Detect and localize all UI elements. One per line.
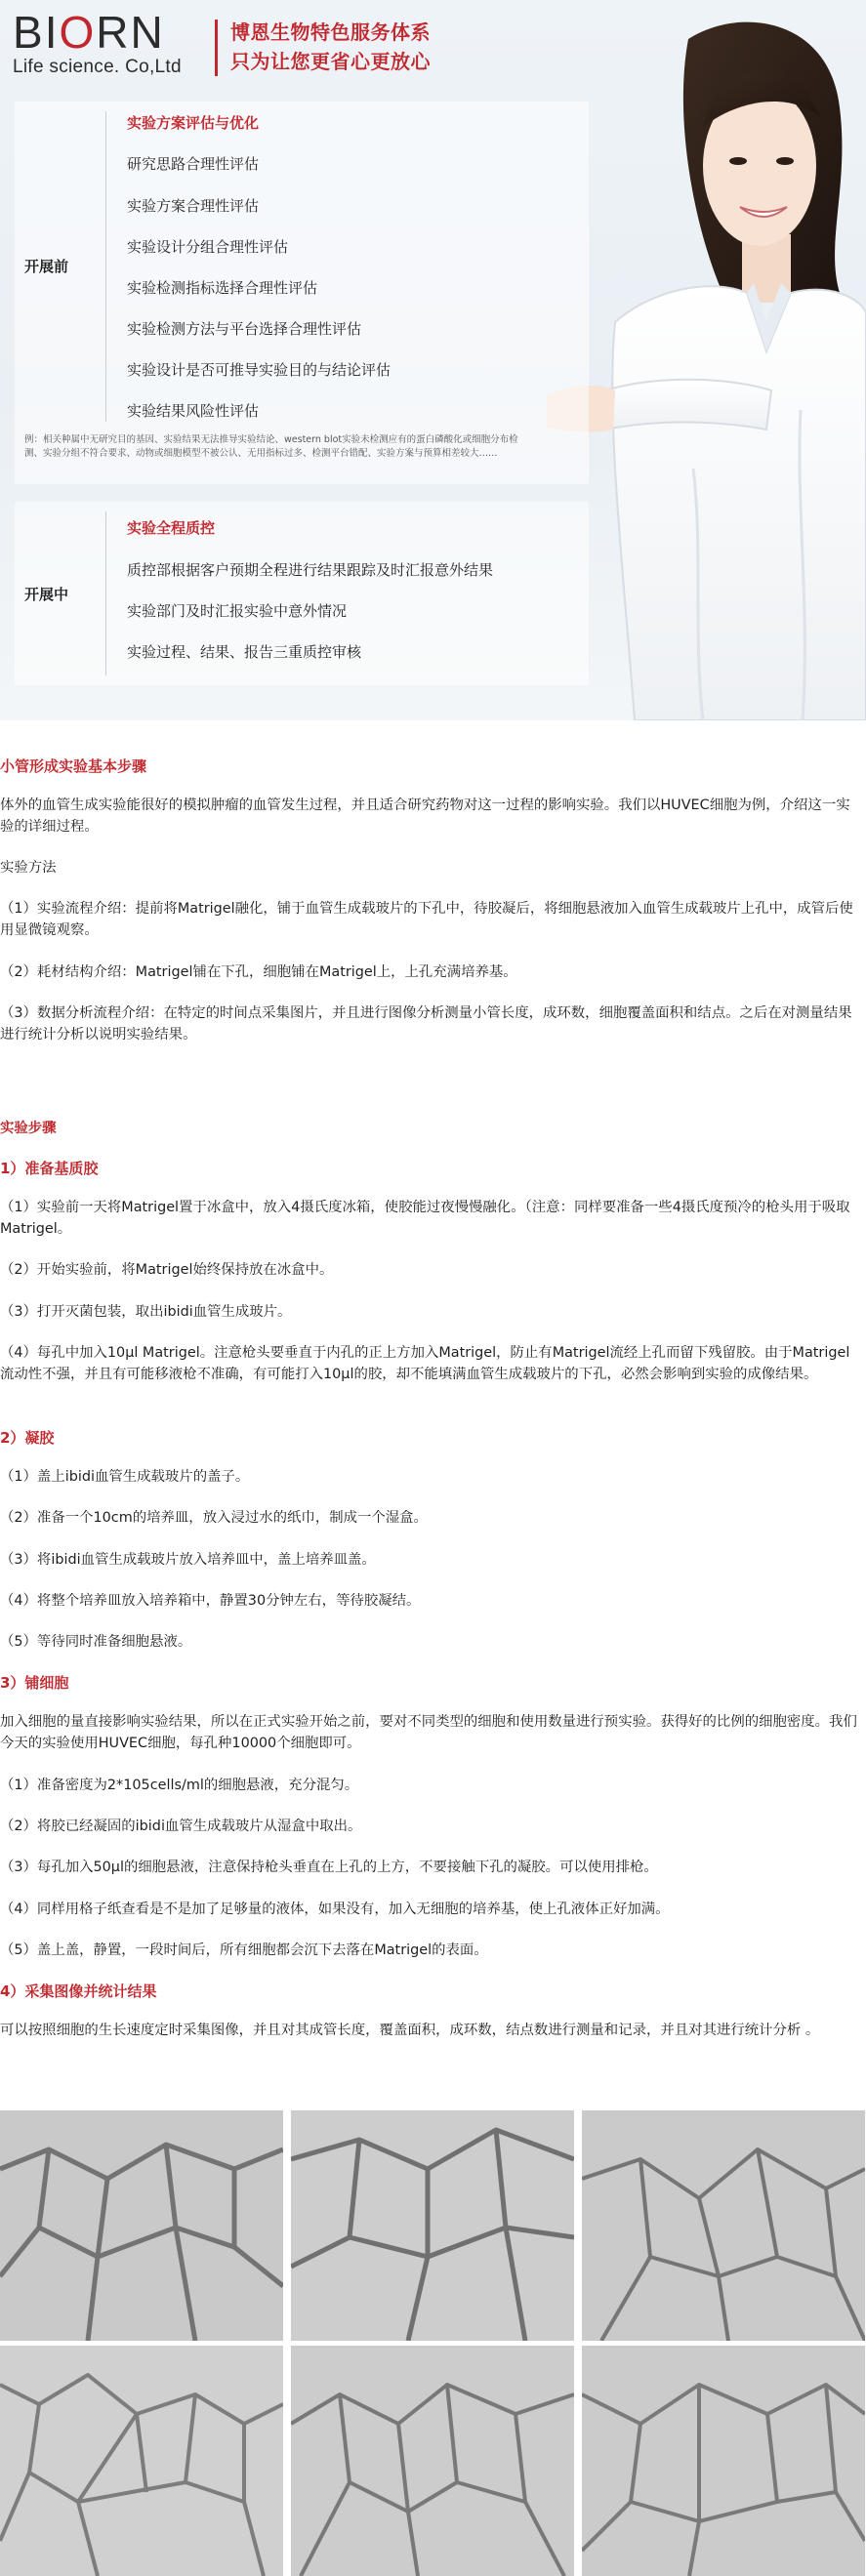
method-paragraph: （2）耗材结构介绍：Matrigel铺在下孔，细胞铺在Matrigel上，上孔充满培养基。 [0,964,517,980]
service-banner [0,0,866,720]
before-item: 实验设计分组合理性评估 [127,238,289,256]
logo-subtitle: Life science. Co,Ltd [13,57,182,77]
method-heading: 实验方法 [0,860,57,876]
during-item-title: 实验全程质控 [127,519,216,537]
step-paragraph: （1）盖上ibidi血管生成载玻片的盖子。 [0,1469,250,1485]
step-paragraph: （3）将ibidi血管生成载玻片放入培养皿中，盖上培养皿盖。 [0,1552,376,1568]
tube-formation-micrographs [0,2110,866,2576]
steps-heading: 实验步骤 [0,1121,57,1136]
logo-text: BIORN [13,7,165,58]
step-4-paragraph: 可以按照细胞的生长速度定时采集图像，并且对其成管长度，覆盖面积，成环数，结点数进行测量和记录，并且对其进行统计分析 。 [0,2023,820,2038]
slogan-line-1: 博恩生物特色服务体系 [230,20,431,44]
before-label: 开展前 [24,258,69,275]
before-divider [105,111,106,422]
micrograph [0,2110,283,2341]
step-3-intro: 加入细胞的量直接影响实验结果，所以在正式实验开始之前，要对不同类型的细胞和使用数量进行预实验。获得好的比例的细胞密度。我们今天的实验使用HUVEC细胞，每孔种10000个细胞即可。 [0,1714,857,1751]
method-paragraph: （1）实验流程介绍：提前将Matrigel融化，铺于血管生成载玻片的下孔中，待胶凝后，将细胞悬液加入血管生成载玻片上孔中，成管后使用显微镜观察。 [0,901,853,938]
step-paragraph: （1）实验前一天将Matrigel置于冰盒中，放入4摄氏度冰箱，使胶能过夜慢慢融化。（注意：同样要准备一些4摄氏度预冷的枪头用于吸取Matrigel。 [0,1200,850,1237]
method-paragraph: （3）数据分析流程介绍：在特定的时间点采集图片，并且进行图像分析测量小管长度，成环数，细胞覆盖面积和结点。之后在对测量结果进行统计分析以说明实验结果。 [0,1005,852,1043]
step-paragraph: （3）每孔加入50μl的细胞悬液，注意保持枪头垂直在上孔的上方，不要接触下孔的凝胶。可以使用排枪。 [0,1860,658,1875]
before-item: 实验检测方法与平台选择合理性评估 [127,320,362,338]
step-paragraph: （5）等待同时准备细胞悬液。 [0,1634,192,1650]
slogan-line-2: 只为让您更省心更放心 [230,50,431,73]
step-2-heading: 2）凝胶 [0,1429,55,1447]
step-paragraph: （2）将胶已经凝固的ibidi血管生成载玻片从湿盒中取出。 [0,1819,362,1834]
before-item: 实验结果风险性评估 [127,402,260,420]
consultant-illustration [547,0,866,720]
step-paragraph: （2）开始实验前，将Matrigel始终保持放在冰盒中。 [0,1262,334,1278]
before-item: 实验设计是否可推导实验目的与结论评估 [127,361,392,379]
micrograph [582,2346,865,2576]
logo-divider [215,20,218,76]
during-divider [105,511,106,675]
step-paragraph: （1）准备密度为2*105cells/ml的细胞悬液，充分混匀。 [0,1778,359,1793]
step-paragraph: （4）同样用格子纸查看是不是加了足够量的液体，如果没有，加入无细胞的培养基，使上孔液体正好加满。 [0,1901,670,1917]
before-item: 研究思路合理性评估 [127,155,260,173]
before-item: 实验检测指标选择合理性评估 [127,279,318,297]
slogan [230,18,431,76]
micrograph [0,2346,283,2576]
micrograph [582,2110,865,2341]
during-item: 实验部门及时汇报实验中意外情况 [127,602,348,620]
article-title: 小管形成实验基本步骤 [0,757,147,775]
step-paragraph: （4）每孔中加入10μl Matrigel。注意枪头要垂直于内孔的正上方加入Matrigel，防止有Matrigel流经上孔而留下残留胶。由于Matrigel流动性不强，并且有可能移液枪不准确，有可能打入10μl的胶，却不能填满血管生成载玻片的下孔，必然会影响到实验的成像结果。 [0,1345,850,1382]
step-paragraph: （2）准备一个10cm的培养皿，放入浸过水的纸巾，制成一个湿盒。 [0,1510,428,1526]
step-paragraph: （4）将整个培养皿放入培养箱中，静置30分钟左右，等待胶凝结。 [0,1593,421,1609]
step-4-heading: 4）采集图像并统计结果 [0,1983,157,2000]
micrograph [291,2346,574,2576]
step-3-heading: 3）铺细胞 [0,1674,69,1692]
step-1-heading: 1）准备基质胶 [0,1160,99,1177]
before-item-title: 实验方案评估与优化 [127,114,260,132]
before-item: 实验方案合理性评估 [127,197,260,215]
step-paragraph: （3）打开灭菌包装，取出ibidi血管生成玻片。 [0,1304,292,1320]
step-paragraph: （5）盖上盖，静置，一段时间后，所有细胞都会沉下去落在Matrigel的表面。 [0,1942,488,1958]
micrograph [291,2110,574,2341]
intro-paragraph: 体外的血管生成实验能很好的模拟肿瘤的血管发生过程，并且适合研究药物对这一过程的影响实验。我们以HUVEC细胞为例，介绍这一实验的详细过程。 [0,797,850,835]
logo [13,7,213,78]
during-label: 开展中 [24,586,69,603]
before-note: 例：相关种属中无研究目的基因、实验结果无法推导实验结论、western blot实验未检测应有的蛋白磷酸化或细胞分布检测、实验分组不符合要求、动物或细胞模型不被公认、无用指标过多、检测平台错配、实验方案与预算相差较大…… [24,434,518,459]
during-item: 质控部根据客户预期全程进行结果跟踪及时汇报意外结果 [127,561,494,579]
during-item: 实验过程、结果、报告三重质控审核 [127,643,362,661]
